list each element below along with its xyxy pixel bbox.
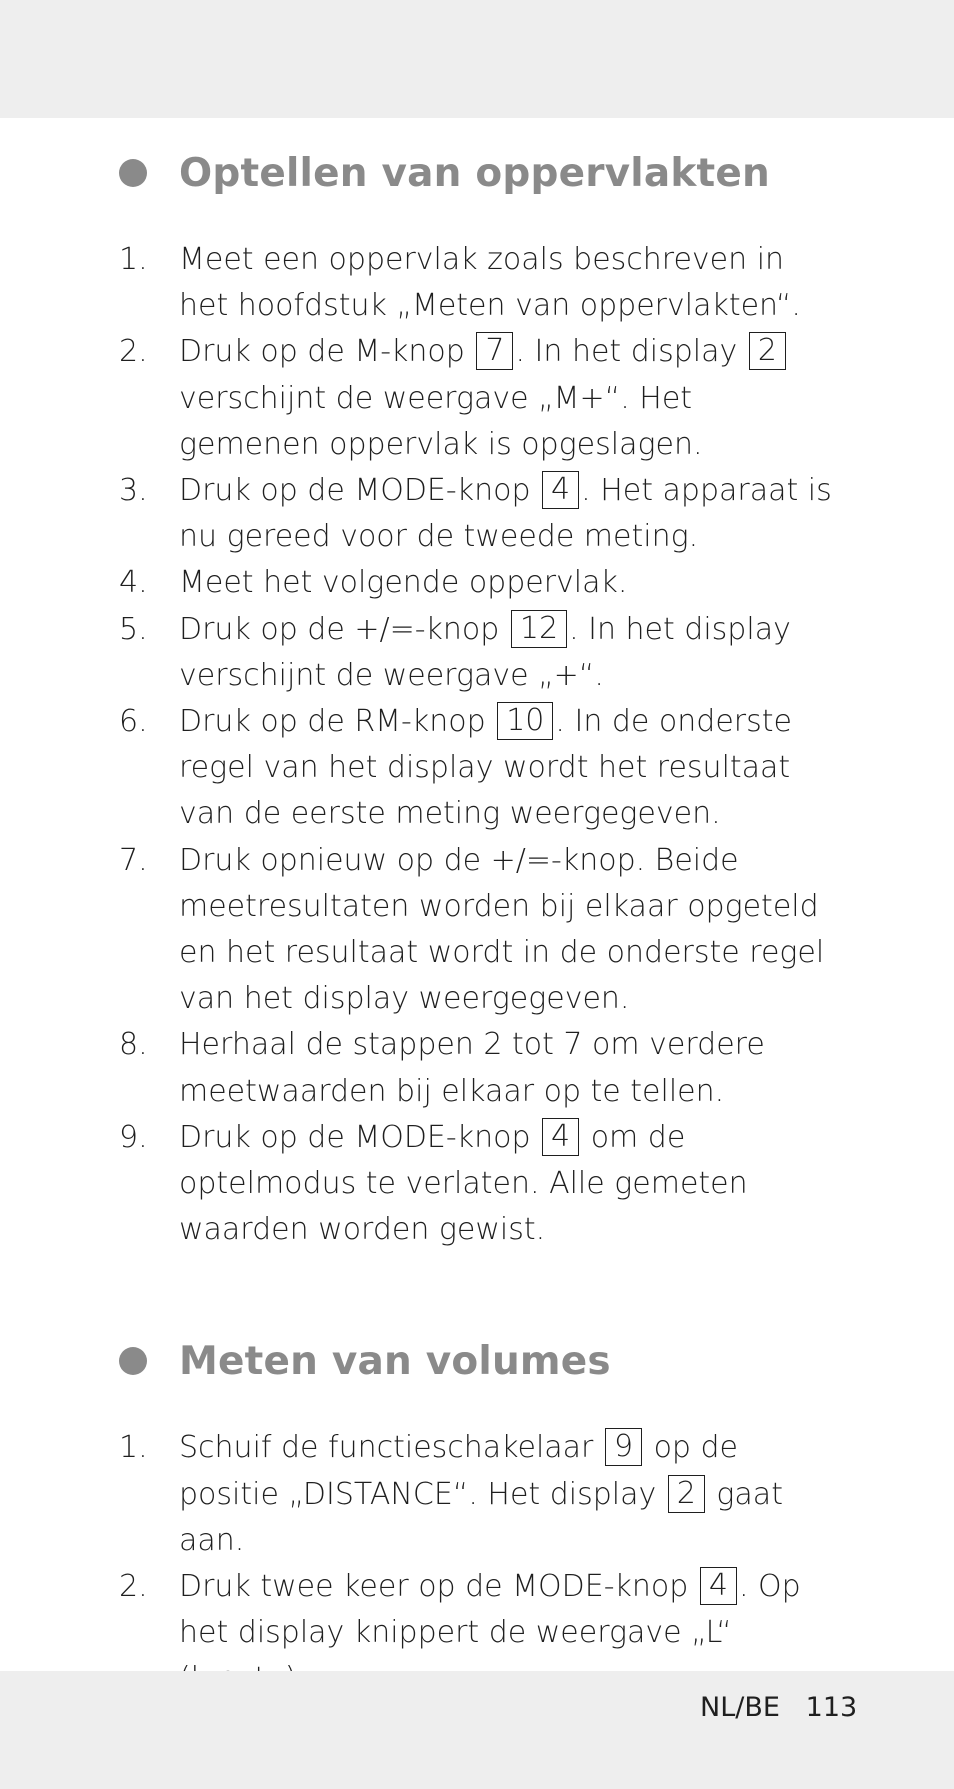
top-margin-band — [0, 0, 954, 118]
step-number: 1. — [119, 242, 148, 277]
step-text: om de optelmodus te verlaten. Alle gemeten waarden worden gewist. — [179, 1119, 748, 1248]
step-text: Druk op de +/=-knop — [179, 611, 500, 647]
step-number: 2. — [119, 334, 148, 370]
step-number: 6. — [119, 704, 148, 740]
step-text: . In het display verschijnt de weergave „+“. — [179, 611, 791, 693]
list-item — [119, 1425, 839, 1564]
list-item — [119, 699, 839, 838]
section-title: Meten van volumes — [179, 1338, 611, 1384]
heading-bullet-icon — [119, 159, 147, 187]
list-item — [119, 560, 839, 606]
part-reference-box: 7 — [476, 332, 513, 370]
bottom-margin-band — [0, 1671, 954, 1789]
step-text: Druk op de M-knop — [179, 334, 465, 370]
step-text: Druk opnieuw op de +/=-knop. Beide meetresultaten worden bij elkaar opgeteld en het resultaat wordt in de onderste regel van het display weergegeven. — [179, 842, 825, 1017]
step-text: verschijnt de weergave „M+“. Het gemenen oppervlak is opgeslagen. — [179, 380, 703, 462]
part-reference-box: 12 — [511, 610, 567, 648]
list-item — [119, 838, 839, 1023]
language-code: NL/BE — [700, 1692, 780, 1723]
step-text: . In de onderste regel van het display wordt het resultaat van de eerste meting weergegeven. — [179, 704, 792, 832]
step-text: . In het display — [515, 334, 738, 370]
step-text: . Het apparaat is nu gereed voor de tweede meting. — [179, 473, 832, 555]
step-text: . Op het display knippert de weergave „L“ — [179, 1569, 801, 1651]
page-number: 113 — [805, 1692, 858, 1723]
list-item — [119, 329, 839, 468]
steps-list-measuring-volumes — [119, 1425, 839, 1702]
list-item — [119, 237, 839, 329]
part-reference-box: 9 — [605, 1428, 642, 1466]
step-number: 1. — [119, 1430, 148, 1466]
step-text: Herhaal de stappen 2 tot 7 om verdere meetwaarden bij elkaar op te tellen. — [179, 1027, 765, 1109]
list-item — [119, 468, 839, 560]
part-reference-box: 4 — [542, 1118, 579, 1156]
step-text: gaat aan. — [179, 1476, 783, 1558]
step-text: op de positie „DISTANCE“. Het display — [179, 1430, 739, 1512]
page-footer — [700, 1692, 857, 1723]
step-number: 4. — [119, 565, 148, 601]
section-heading-measuring-volumes — [119, 1331, 954, 1391]
part-reference-box: 2 — [749, 332, 786, 370]
page-content — [0, 118, 954, 1703]
part-reference-box: 4 — [542, 471, 579, 509]
step-text: Druk op de MODE-knop — [179, 473, 531, 509]
step-number: 5. — [119, 611, 148, 647]
part-reference-box: 4 — [700, 1567, 737, 1605]
step-text: Schuif de functieschakelaar — [179, 1430, 594, 1466]
step-number: 8. — [119, 1027, 148, 1063]
step-number: 2. — [119, 1569, 148, 1605]
step-text: Druk op de RM-knop — [179, 704, 486, 740]
step-text: Druk op de MODE-knop — [179, 1119, 531, 1155]
step-text: Meet het volgende oppervlak. — [179, 565, 628, 601]
step-number: 7. — [119, 842, 148, 878]
section-heading-adding-areas — [119, 143, 954, 203]
step-text: Meet een oppervlak zoals beschreven in het hoofdstuk „Meten van oppervlakten“. — [179, 242, 801, 324]
steps-list-adding-areas — [119, 237, 839, 1253]
list-item — [119, 1022, 839, 1114]
section-title: Optellen van oppervlakten — [179, 150, 770, 196]
list-item — [119, 1115, 839, 1254]
step-number: 9. — [119, 1119, 148, 1155]
heading-bullet-icon — [119, 1347, 147, 1375]
part-reference-box: 10 — [497, 702, 553, 740]
step-number: 3. — [119, 473, 148, 509]
list-item — [119, 607, 839, 699]
step-text: Druk twee keer op de MODE-knop — [179, 1569, 689, 1605]
part-reference-box: 2 — [668, 1475, 705, 1513]
